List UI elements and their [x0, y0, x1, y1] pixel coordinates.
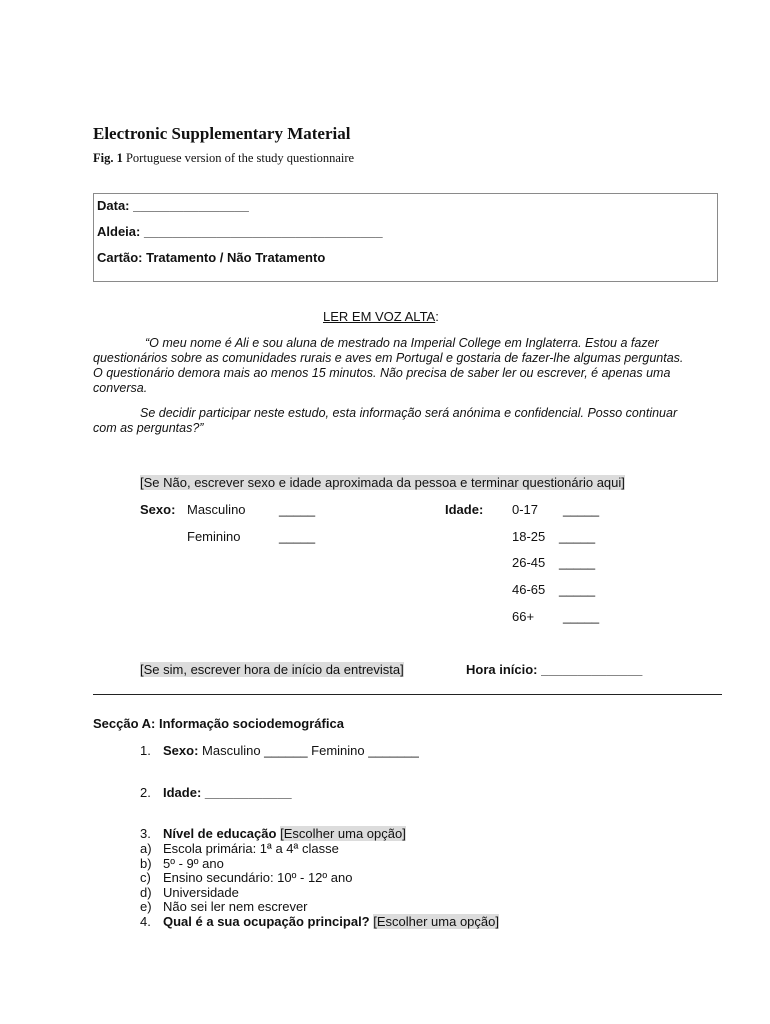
age-range: 66+: [512, 609, 535, 624]
age-blank: _____: [563, 609, 600, 624]
sex-option-male: Masculino: [187, 502, 246, 517]
option-letter: e): [140, 899, 152, 914]
option-text: 5º - 9º ano: [163, 856, 224, 871]
age-label: Idade:: [445, 502, 484, 517]
option-letter: c): [140, 870, 151, 885]
read-aloud-heading: LER EM VOZ ALTA:: [323, 309, 439, 324]
age-blank: _____: [563, 502, 600, 517]
option-letter: a): [140, 841, 152, 856]
figure-caption: [93, 151, 354, 166]
option-letter: d): [140, 885, 152, 900]
sex-blank-male: _____: [279, 502, 316, 517]
screening-instruction: [Se Não, escrever sexo e idade aproximada da pessoa e terminar questionário aqui]: [140, 475, 625, 490]
question-2: Idade: ____________: [163, 785, 292, 800]
section-a-title: Secção A: Informação sociodemográfica: [93, 716, 344, 731]
start-time-instruction: [Se sim, escrever hora de início da entrevista]: [140, 662, 404, 677]
option-text: Escola primária: 1ª a 4ª classe: [163, 841, 339, 856]
village-field: Aldeia: _________________________________: [97, 224, 383, 239]
intro-paragraph-2: Se decidir participar neste estudo, esta informação será anónima e confidencial. Posso continuar com as perguntas?”: [93, 406, 678, 435]
age-range: 46-65: [512, 582, 546, 597]
sex-blank-female: _____: [279, 529, 316, 544]
age-blank: _____: [559, 529, 596, 544]
figure-label: Fig. 1: [93, 151, 123, 165]
question-3: Nível de educação [Escolher uma opção]: [163, 826, 406, 841]
question-4: Qual é a sua ocupação principal? [Escolher uma opção]: [163, 914, 499, 929]
question-1-number: 1.: [140, 743, 151, 758]
option-letter: b): [140, 856, 152, 871]
age-blank: _____: [559, 555, 596, 570]
question-4-number: 4.: [140, 914, 151, 929]
question-3-number: 3.: [140, 826, 151, 841]
section-divider: [93, 694, 722, 695]
age-range: 26-45: [512, 555, 546, 570]
age-range: 0-17: [512, 502, 539, 517]
document-title: Electronic Supplementary Material: [93, 124, 351, 143]
option-text: Não sei ler nem escrever: [163, 899, 308, 914]
figure-caption-text: Portuguese version of the study questionnaire: [125, 151, 355, 165]
sex-label: Sexo:: [140, 502, 176, 517]
date-field: Data: ________________: [97, 198, 249, 213]
question-2-number: 2.: [140, 785, 151, 800]
age-blank: _____: [559, 582, 596, 597]
card-field: Cartão: Tratamento / Não Tratamento: [97, 250, 326, 265]
start-time-field: Hora início: ______________: [466, 662, 643, 677]
question-1: Sexo: Masculino ______ Feminino _______: [163, 743, 419, 758]
option-text: Universidade: [163, 885, 239, 900]
option-text: Ensino secundário: 10º - 12º ano: [163, 870, 353, 885]
age-range: 18-25: [512, 529, 546, 544]
intro-paragraph-1: “O meu nome é Ali e sou aluna de mestrado na Imperial College em Inglaterra. Estou a fazer questionários sobre as comunidades rurais e aves em Portugal e gostaria de fazer-lhe algumas perguntas. O questionário demora mais ao menos 15 minutos. Não precisa de saber ler ou escrever, é apenas uma conversa.: [93, 336, 684, 395]
sex-option-female: Feminino: [187, 529, 241, 544]
